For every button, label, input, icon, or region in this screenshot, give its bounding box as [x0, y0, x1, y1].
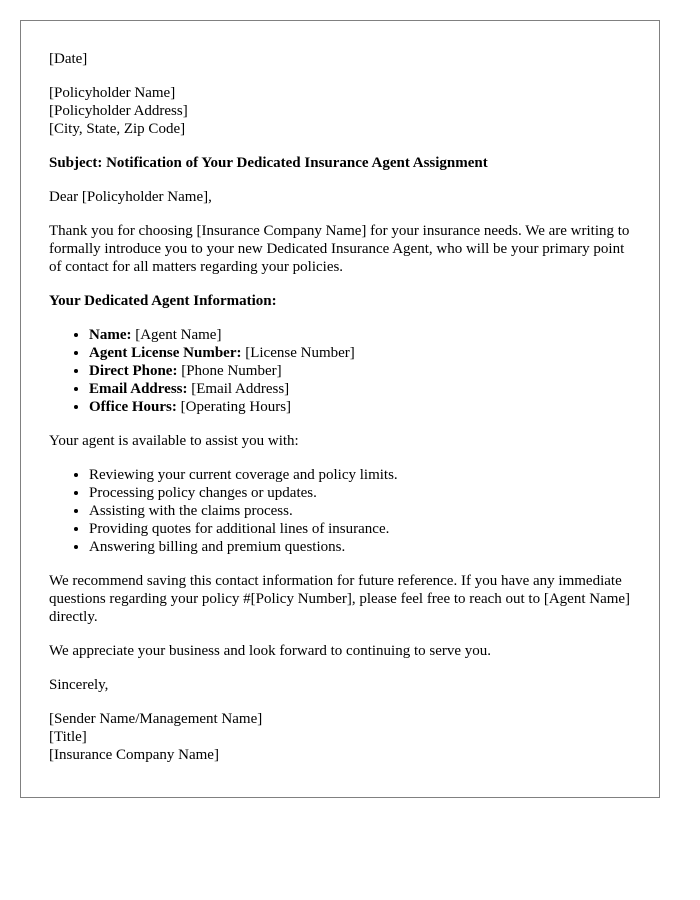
- agent-info-label: Agent License Number:: [89, 345, 242, 361]
- agent-info-item: [89, 344, 631, 362]
- recipient-name: [Policyholder Name]: [49, 85, 176, 101]
- recipient-city: [City, State, Zip Code]: [49, 121, 186, 137]
- agent-info-value: [Phone Number]: [177, 363, 282, 379]
- assist-list: [49, 466, 631, 556]
- agent-info-label: Direct Phone:: [89, 363, 178, 379]
- agent-info-item: [89, 362, 631, 380]
- date-line: [49, 50, 631, 68]
- agent-info-label: Email Address:: [89, 381, 188, 397]
- letter-document: [20, 20, 660, 798]
- agent-info-label: Name:: [89, 327, 132, 343]
- recommendation-paragraph: We recommend saving this contact information for future reference. If you have any immediate questions regarding your policy #[Policy Number], please feel free to reach out to [Agent Name] directly.: [49, 573, 631, 625]
- assist-item: • Processing policy changes or updates.: [89, 484, 631, 502]
- appreciation-paragraph: We appreciate your business and look forward to continuing to serve you.: [49, 643, 492, 659]
- agent-info-item: [89, 398, 631, 416]
- agent-info-item: [89, 380, 631, 398]
- sender-name: [Sender Name/Management Name]: [49, 711, 263, 727]
- assist-item: • Reviewing your current coverage and policy limits.: [89, 466, 631, 484]
- agent-info-value: [License Number]: [241, 345, 355, 361]
- assist-item: • Providing quotes for additional lines of insurance.: [89, 520, 631, 538]
- agent-info-heading: Your Dedicated Agent Information:: [49, 293, 277, 309]
- intro-paragraph: Thank you for choosing [Insurance Company Name] for your insurance needs. We are writing to formally introduce you to your new Dedicated Insurance Agent, who will be your primary point of contact for all matters regarding your policies.: [49, 223, 630, 275]
- company-name: [Insurance Company Name]: [49, 747, 219, 763]
- signature-block: [49, 710, 631, 764]
- assist-item: • Assisting with the claims process.: [89, 502, 631, 520]
- agent-info-item: [89, 326, 631, 344]
- assist-item: • Answering billing and premium questions.: [89, 538, 631, 556]
- date: [Date]: [49, 51, 88, 67]
- closing: Sincerely,: [49, 677, 109, 693]
- agent-info-value: [Operating Hours]: [176, 399, 292, 415]
- agent-info-value: [Email Address]: [187, 381, 290, 397]
- agent-info-value: [Agent Name]: [131, 327, 222, 343]
- agent-info-label: Office Hours:: [89, 399, 177, 415]
- sender-title: [Title]: [49, 729, 87, 745]
- assist-intro: Your agent is available to assist you with:: [49, 433, 299, 449]
- recipient-address: [Policyholder Address]: [49, 103, 188, 119]
- agent-info-list: [49, 326, 631, 416]
- salutation: Dear [Policyholder Name],: [49, 189, 212, 205]
- recipient-address-block: [49, 84, 631, 138]
- subject-line: Subject: Notification of Your Dedicated Insurance Agent Assignment: [49, 155, 488, 171]
